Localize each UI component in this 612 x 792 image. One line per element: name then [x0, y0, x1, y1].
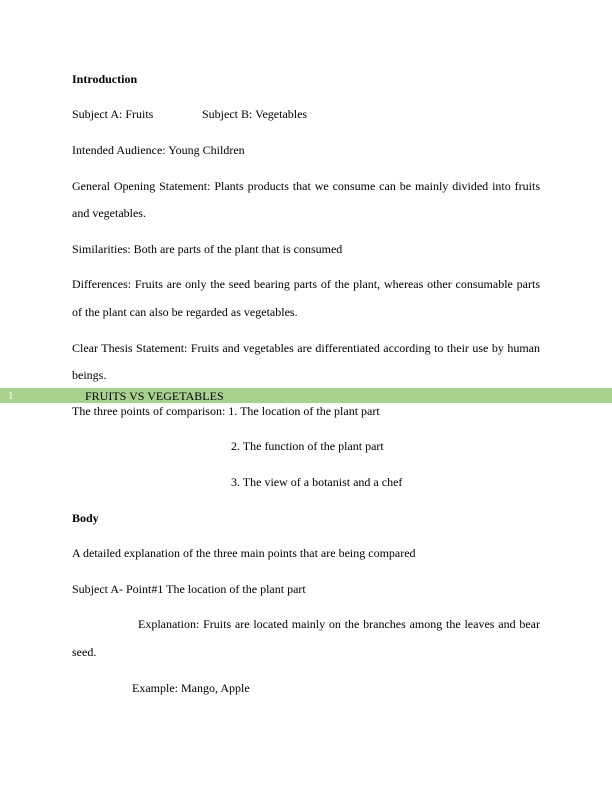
- opening-statement-line-2: and vegetables.: [72, 206, 146, 220]
- thesis-statement-line-2: beings.: [72, 368, 107, 382]
- comparison-point-2: 2. The function of the plant part: [231, 439, 384, 453]
- differences-statement-line-1: Differences: Fruits are only the seed bearing parts of the plant, whereas other consumable parts: [72, 277, 540, 291]
- differences-statement-line-2: of the plant can also be regarded as vegetables.: [72, 305, 298, 319]
- similarities-statement: Similarities: Both are parts of the plant that is consumed: [72, 242, 343, 256]
- point-explanation-line-2: seed.: [72, 645, 97, 659]
- running-head: FRUITS VS VEGETABLES: [85, 389, 224, 403]
- subject-a-point-1: Subject A- Point#1 The location of the plant part: [72, 582, 306, 596]
- opening-statement-line-1: General Opening Statement: Plants products that we consume can be mainly divided into fruits: [72, 179, 540, 193]
- running-head-bar: [0, 388, 612, 403]
- intended-audience: Intended Audience: Young Children: [72, 143, 245, 157]
- body-heading: Body: [72, 511, 99, 525]
- subject-a-label: Subject A: Fruits: [72, 107, 154, 121]
- introduction-heading: Introduction: [72, 72, 138, 86]
- thesis-statement-line-1: Clear Thesis Statement: Fruits and vegetables are differentiated according to their use by human: [72, 341, 540, 355]
- point-example: Example: Mango, Apple: [132, 681, 250, 695]
- point-explanation-line-1: Explanation: Fruits are located mainly on the branches among the leaves and bear: [138, 617, 540, 631]
- subject-b-label: Subject B: Vegetables: [202, 107, 308, 121]
- comparison-points-intro: The three points of comparison: 1. The location of the plant part: [72, 404, 380, 418]
- comparison-point-3: 3. The view of a botanist and a chef: [231, 475, 403, 489]
- page-number: 1: [8, 390, 14, 402]
- body-explanation: A detailed explanation of the three main points that are being compared: [72, 546, 416, 560]
